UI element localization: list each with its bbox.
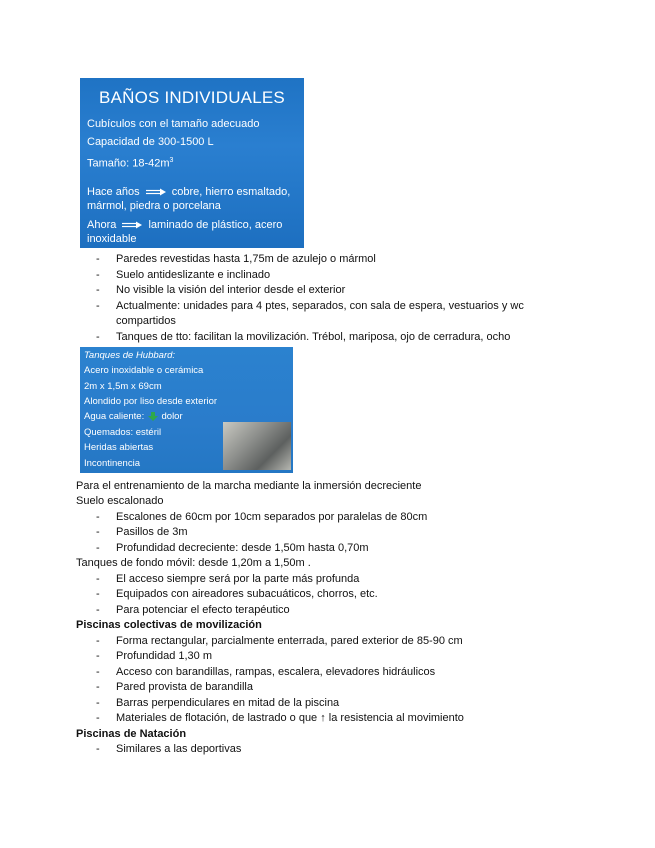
bullet-dash: - bbox=[96, 604, 100, 616]
list-item-text: Paredes revestidas hasta 1,75m de azulejo o mármol bbox=[116, 253, 376, 265]
list-item-text: Materiales de flotación, de lastrado o que ↑ la resistencia al movimiento bbox=[116, 712, 464, 724]
bullet-dash: - bbox=[96, 650, 100, 662]
slide-line bbox=[87, 154, 173, 171]
paragraph: Tanques de fondo móvil: desde 1,20m a 1,50m . bbox=[76, 557, 311, 569]
section-heading: Piscinas colectivas de movilización bbox=[76, 619, 262, 631]
slide-tanques-hubbard bbox=[80, 347, 293, 473]
section-heading: Piscinas de Natación bbox=[76, 728, 187, 740]
slide-text: dolor bbox=[161, 411, 183, 422]
bullet-dash: - bbox=[96, 284, 100, 296]
list-item-text: Similares a las deportivas bbox=[116, 743, 242, 755]
slide-line: Acero inoxidable o cerámica bbox=[84, 365, 204, 376]
slide-line bbox=[87, 219, 282, 232]
slide-text: cobre, hierro esmaltado, bbox=[171, 186, 291, 198]
superscript: 3 bbox=[169, 157, 174, 164]
list-item-text: Pasillos de 3m bbox=[116, 526, 188, 538]
list-item-text: Profundidad 1,30 m bbox=[116, 650, 213, 662]
list-item-text: Suelo antideslizante e inclinado bbox=[116, 269, 271, 281]
slide-text: Ahora bbox=[87, 219, 117, 231]
bullet-dash: - bbox=[96, 588, 100, 600]
slide-banos-individuales bbox=[80, 78, 304, 248]
slide-text: laminado de plástico, acero bbox=[148, 219, 283, 231]
slide-line bbox=[87, 186, 290, 199]
list-item-text: No visible la visión del interior desde el exterior bbox=[116, 284, 346, 296]
list-item-text: Para potenciar el efecto terapéutico bbox=[116, 604, 290, 616]
bullet-dash: - bbox=[96, 253, 100, 265]
list-item-text: Equipados con aireadores subacuáticos, chorros, etc. bbox=[116, 588, 378, 600]
slide-title: Tanques de Hubbard: bbox=[84, 350, 176, 361]
bullet-dash: - bbox=[96, 573, 100, 585]
hubbard-tank-photo bbox=[223, 422, 291, 470]
slide-text: Hace años bbox=[87, 186, 140, 198]
bullet-dash: - bbox=[96, 666, 100, 678]
slide-title: BAÑOS INDIVIDUALES bbox=[99, 88, 285, 107]
bullet-dash: - bbox=[96, 635, 100, 647]
paragraph: Suelo escalonado bbox=[76, 495, 164, 507]
list-item-text: Barras perpendiculares en mitad de la piscina bbox=[116, 697, 340, 709]
bullet-dash: - bbox=[96, 269, 100, 281]
bullet-dash: - bbox=[96, 542, 100, 554]
slide-line: inoxidable bbox=[87, 233, 137, 245]
paragraph: Para el entrenamiento de la marcha mediante la inmersión decreciente bbox=[76, 480, 422, 492]
right-arrow-icon bbox=[122, 221, 142, 229]
right-arrow-icon bbox=[146, 188, 166, 196]
slide-line bbox=[84, 411, 183, 422]
bullet-dash: - bbox=[96, 511, 100, 523]
bullet-dash: - bbox=[96, 712, 100, 724]
slide-line: Incontinencia bbox=[84, 458, 140, 469]
slide-line: Cubículos con el tamaño adecuado bbox=[87, 118, 260, 130]
slide-line: Quemados: estéril bbox=[84, 427, 162, 438]
bullet-dash: - bbox=[96, 743, 100, 755]
bullet-dash: - bbox=[96, 526, 100, 538]
slide-line: Capacidad de 300-1500 L bbox=[87, 136, 214, 148]
slide-text: Agua caliente: bbox=[84, 411, 145, 422]
slide-line: Alondido por liso desde exterior bbox=[84, 396, 218, 407]
list-item-text: El acceso siempre será por la parte más profunda bbox=[116, 573, 360, 585]
slide-line: Heridas abiertas bbox=[84, 442, 154, 453]
down-arrow-icon bbox=[147, 412, 159, 421]
list-item-text: Tanques de tto: facilitan la movilización. Trébol, mariposa, ojo de cerradura, ocho bbox=[116, 331, 511, 343]
list-item-text: Profundidad decreciente: desde 1,50m hasta 0,70m bbox=[116, 542, 369, 554]
slide-line: 2m x 1,5m x 69cm bbox=[84, 381, 162, 392]
list-item-text: Forma rectangular, parcialmente enterrada, pared exterior de 85-90 cm bbox=[116, 635, 463, 647]
bullet-dash: - bbox=[96, 300, 100, 312]
bullet-dash: - bbox=[96, 697, 100, 709]
slide-text: Tamaño: 18-42m bbox=[87, 157, 170, 170]
slide-line: mármol, piedra o porcelana bbox=[87, 200, 221, 212]
list-item-text: Pared provista de barandilla bbox=[116, 681, 253, 693]
list-item-text: Actualmente: unidades para 4 ptes, separados, con sala de espera, vestuarios y wc bbox=[116, 300, 524, 312]
list-item-continuation: compartidos bbox=[116, 315, 176, 327]
bullet-dash: - bbox=[96, 681, 100, 693]
bullet-dash: - bbox=[96, 331, 100, 343]
list-item-text: Escalones de 60cm por 10cm separados por paralelas de 80cm bbox=[116, 511, 428, 523]
list-item-text: Acceso con barandillas, rampas, escalera, elevadores hidráulicos bbox=[116, 666, 436, 678]
